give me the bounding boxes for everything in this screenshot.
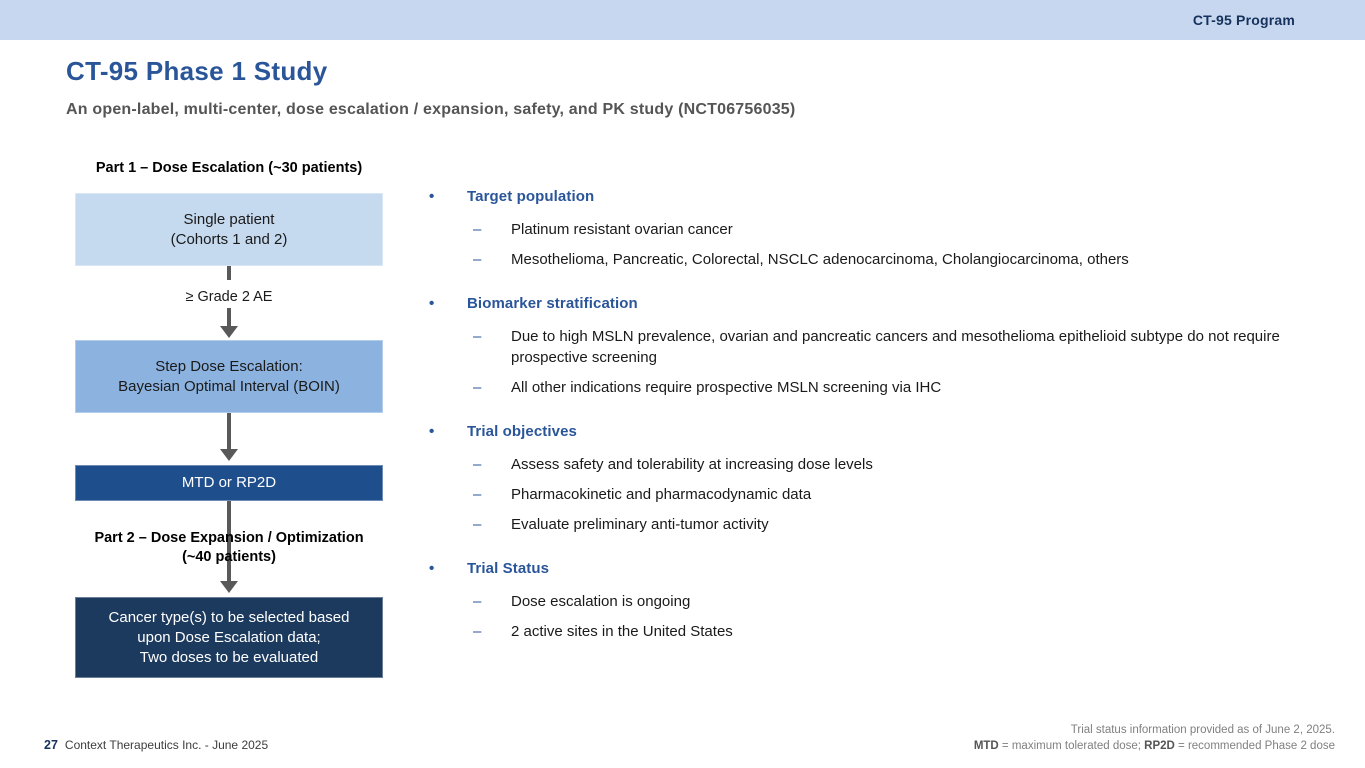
footer-left	[44, 738, 268, 752]
list-item-label: Pharmacokinetic and pharmacodynamic data	[511, 486, 812, 503]
arrow-head-1	[220, 326, 238, 338]
connector-line-3	[227, 413, 231, 451]
flow-box-single-patient-line1: Single patient	[183, 210, 275, 228]
flow-box-cancer-line3: Two doses to be evaluated	[139, 648, 319, 666]
list-item-label: Mesothelioma, Pancreatic, Colorectal, NSCLC adenocarcinoma, Cholangiocarcinoma, others	[511, 251, 1129, 268]
flow-box-step-line1: Step Dose Escalation:	[155, 357, 303, 375]
bullet-heading-label: Trial Status	[467, 560, 550, 577]
dash-icon: –	[473, 251, 482, 268]
bullet-column	[425, 188, 1325, 667]
flow-box-cancer-line2: upon Dose Escalation data;	[137, 628, 321, 646]
bullet-heading-biomarker-stratification	[425, 295, 1325, 312]
dose-escalation-flowchart	[0, 0, 420, 768]
bullet-group-biomarker-stratification	[425, 295, 1325, 398]
connector-line-1	[227, 266, 231, 280]
list-item	[425, 326, 1325, 368]
bullet-group-target-population	[425, 188, 1325, 270]
bullet-heading-trial-status	[425, 560, 1325, 577]
bullet-dot-icon: •	[429, 560, 435, 577]
abbr-mtd-definition: = maximum tolerated dose;	[998, 740, 1145, 752]
connector-line-2	[227, 308, 231, 328]
dash-icon: –	[473, 456, 482, 473]
page-number: 27	[44, 738, 58, 752]
list-item-label: Platinum resistant ovarian cancer	[511, 221, 733, 238]
page-title: CT-95 Phase 1 Study	[66, 56, 328, 86]
dash-icon: –	[473, 379, 482, 396]
dash-icon: –	[473, 328, 482, 345]
flow-box-step-dose-escalation	[75, 340, 383, 413]
dash-icon: –	[473, 221, 482, 238]
bullet-group-trial-status	[425, 560, 1325, 642]
part2-heading	[64, 529, 394, 567]
list-item-label: All other indications require prospective MSLN screening via IHC	[511, 379, 942, 396]
abbr-mtd: MTD	[973, 740, 999, 752]
list-item	[425, 377, 1325, 398]
arrow-head-3	[220, 581, 238, 593]
dash-icon: –	[473, 486, 482, 503]
footer-company-line: Context Therapeutics Inc. - June 2025	[64, 738, 269, 752]
abbr-rp2d-definition: = recommended Phase 2 dose	[1174, 740, 1335, 752]
arrow-head-2	[220, 449, 238, 461]
list-item	[425, 621, 1325, 642]
list-item-label: Due to high MSLN prevalence, ovarian and pancreatic cancers and mesothelioma epithelioid subtype do not require prospective screening	[511, 328, 1280, 366]
bullet-group-trial-objectives	[425, 423, 1325, 535]
list-item	[425, 484, 1325, 505]
list-item	[425, 454, 1325, 475]
bullet-dot-icon: •	[429, 295, 435, 312]
list-item	[425, 514, 1325, 535]
flow-box-cancer-line1: Cancer type(s) to be selected based	[108, 608, 350, 626]
flow-box-mtd-or-rp2d	[75, 465, 383, 501]
flow-box-mtd-line1: MTD or RP2D	[181, 474, 277, 491]
flow-box-single-patient	[75, 193, 383, 266]
list-item-label: Assess safety and tolerability at increasing dose levels	[511, 456, 873, 473]
footer-note-trial-status: Trial status information provided as of June 2, 2025.	[1070, 724, 1335, 736]
footer-notes	[974, 722, 1335, 754]
bullet-dot-icon: •	[429, 423, 435, 440]
list-item	[425, 219, 1325, 240]
part2-heading-line1: Part 2 – Dose Expansion / Optimization	[94, 530, 364, 546]
list-item	[425, 249, 1325, 270]
bullet-dot-icon: •	[429, 188, 435, 205]
flow-box-step-line2: Bayesian Optimal Interval (BOIN)	[118, 377, 340, 395]
flow-box-cancer-types	[75, 597, 383, 678]
list-item	[425, 591, 1325, 612]
part1-heading: Part 1 – Dose Escalation (~30 patients)	[95, 160, 363, 176]
dash-icon: –	[473, 623, 482, 640]
footer-note-abbreviations	[974, 738, 1335, 754]
dash-icon: –	[473, 516, 482, 533]
connector-label-grade2ae: ≥ Grade 2 AE	[64, 288, 394, 306]
flow-box-single-patient-line2: (Cohorts 1 and 2)	[170, 230, 288, 248]
bullet-heading-label: Biomarker stratification	[467, 295, 638, 312]
page-subtitle: An open-label, multi-center, dose escalation / expansion, safety, and PK study (NCT06756035)	[66, 101, 796, 118]
bullet-heading-target-population	[425, 188, 1325, 205]
bullet-heading-label: Target population	[467, 188, 595, 205]
list-item-label: Evaluate preliminary anti-tumor activity	[511, 516, 769, 533]
list-item-label: Dose escalation is ongoing	[511, 593, 691, 610]
dash-icon: –	[473, 593, 482, 610]
bullet-heading-label: Trial objectives	[467, 423, 577, 440]
bullet-heading-trial-objectives	[425, 423, 1325, 440]
part2-heading-line2: (~40 patients)	[182, 549, 276, 565]
abbr-rp2d: RP2D	[1144, 740, 1175, 752]
list-item-label: 2 active sites in the United States	[511, 623, 733, 640]
program-label: CT-95 Program	[1192, 12, 1295, 28]
